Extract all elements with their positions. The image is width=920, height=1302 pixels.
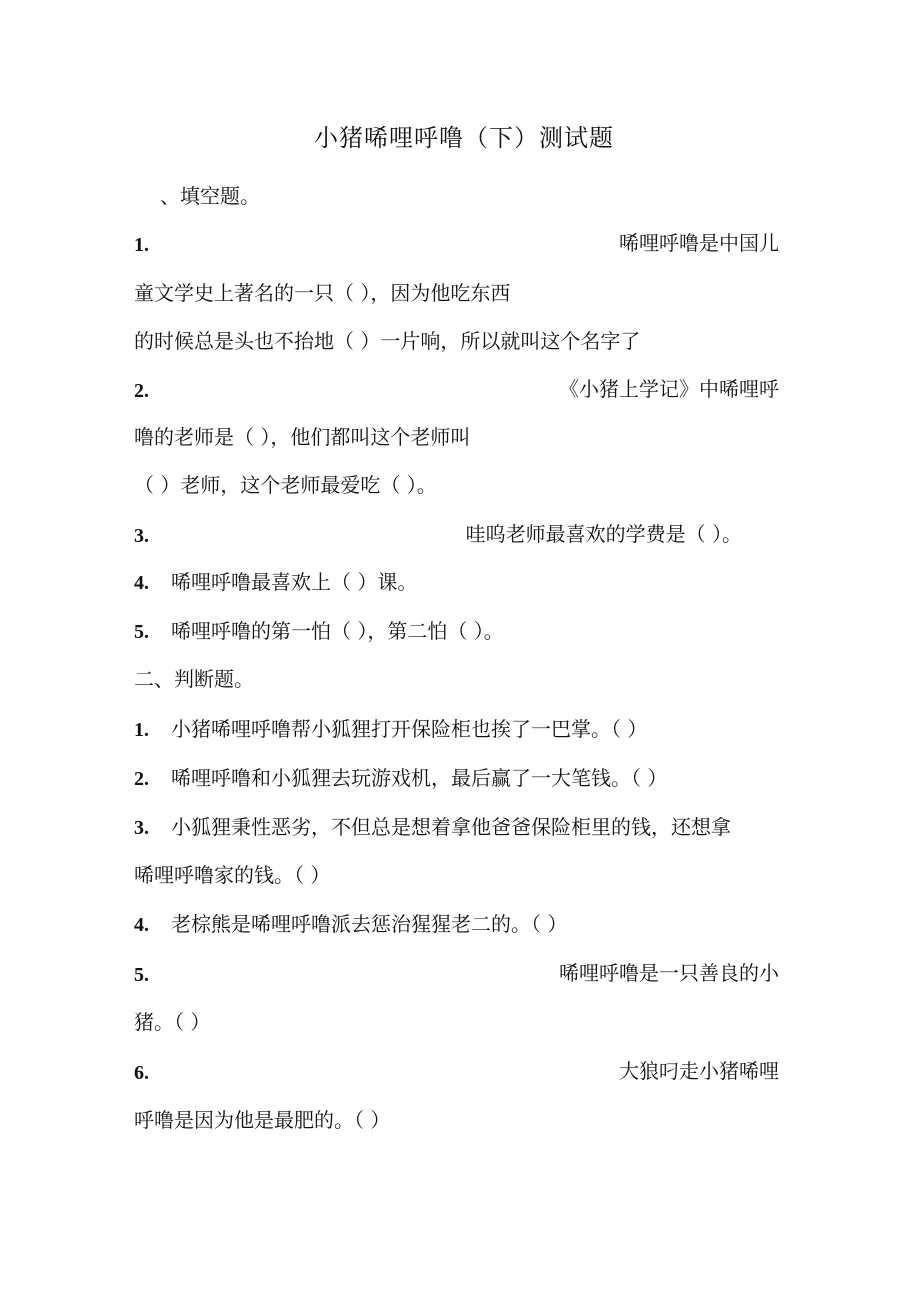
s1-q5 [134,617,504,646]
s2-q6-line2: 呼噜是因为他是最肥的。（ ） [134,1108,391,1132]
s1-q1-line2: 童文学史上著名的一只（ ），因为他吃东西 [134,281,511,305]
s2-q3-text: 小狐狸秉性恶劣，不但总是想着拿他爸爸保险柜里的钱，还想拿 [171,815,731,839]
s2-q5-line2: 猪。（ ） [134,1010,211,1034]
page-title: 小猪唏哩呼噜（下）测试题 [314,124,614,152]
s1-q3-lead: 哇呜老师最喜欢的学费是（ ）。 [465,522,742,546]
s2-q4-number: 4. [134,914,149,936]
section2-heading: 二、判断题。 [134,667,254,691]
s2-q2-text: 唏哩呼噜和小狐狸去玩游戏机，最后赢了一大笔钱。（ ） [171,766,668,790]
s2-q4-text: 老棕熊是唏哩呼噜派去惩治猩猩老二的。（ ） [171,912,568,936]
s2-q1-number: 1. [134,719,149,741]
s2-q6-lead: 大狼叼走小猪唏哩 [619,1059,779,1083]
s1-q2-line3: （ ）老师，这个老师最爱吃（ ）。 [134,473,437,497]
s2-q2 [134,764,667,793]
s2-q2-number: 2. [134,768,149,790]
s2-q4 [134,910,567,939]
s2-q3-number: 3. [134,817,149,839]
s2-q1 [134,715,647,744]
s1-q4 [134,568,417,597]
s2-q3 [134,813,731,842]
s2-q6-number: 6. [134,1062,149,1084]
s2-q5-number: 5. [134,964,149,986]
s1-q1-line3: 的时候总是头也不抬地（ ）一片响，所以就叫这个名字了 [134,329,641,353]
s2-q3-line2: 唏哩呼噜家的钱。（ ） [134,863,331,887]
s1-q2-line2: 噜的老师是（ ），他们都叫这个老师叫 [134,425,471,449]
s1-q5-number: 5. [134,621,149,643]
s1-q5-text: 唏哩呼噜的第一怕（ ），第二怕（ ）。 [171,619,504,643]
s2-q1-text: 小猪唏哩呼噜帮小狐狸打开保险柜也挨了一巴掌。（ ） [171,717,648,741]
section1-heading: 、填空题。 [160,184,260,208]
s2-q5-lead: 唏哩呼噜是一只善良的小 [559,961,779,985]
s1-q3-number: 3. [134,525,149,547]
s1-q4-number: 4. [134,572,149,594]
s1-q2-number: 2. [134,380,149,402]
s1-q1-number: 1. [134,234,149,256]
s1-q1-lead: 唏哩呼噜是中国儿 [619,231,779,255]
s1-q4-text: 唏哩呼噜最喜欢上（ ）课。 [171,570,418,594]
s1-q2-lead: 《小猪上学记》中唏哩呼 [559,377,779,401]
